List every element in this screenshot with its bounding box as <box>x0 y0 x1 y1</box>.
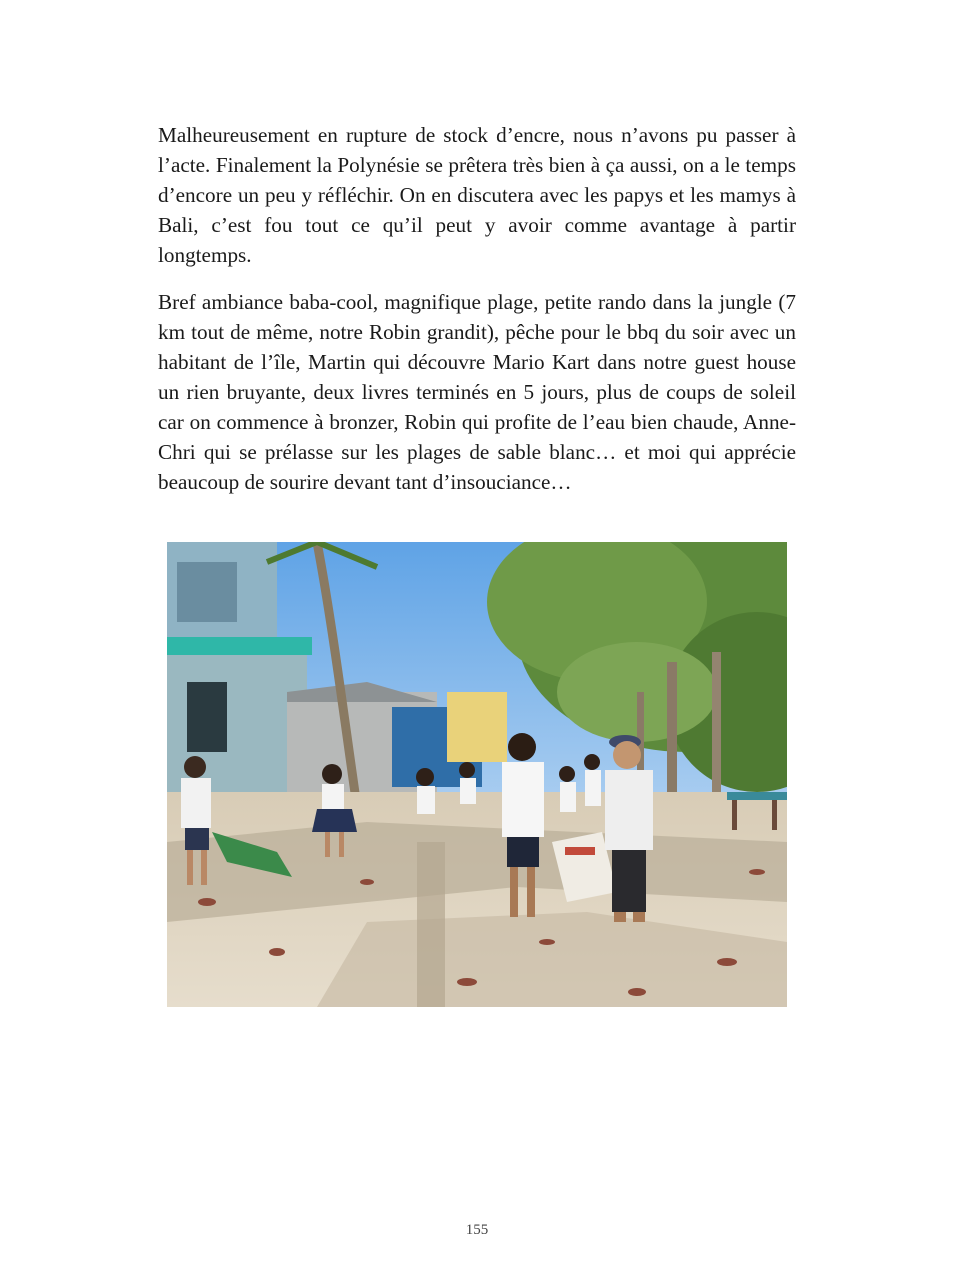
beach-photo <box>167 542 787 1007</box>
paragraph-1: Malheureusement en rupture de stock d’encre, nous n’avons pu passer à l’acte. Finalement la Polynésie se prêtera très bien à ça aussi, on a le temps d’encore un peu y réfléchir. On en discutera avec les papys et les mamys à Bali, c’est fou tout ce qu’il peut y avoir comme avantage à partir longtemps. <box>158 123 796 267</box>
paragraph-2: Bref ambiance baba-cool, magnifique plage, petite rando dans la jungle (7 km tout de même, notre Robin grandit), pêche pour le bbq du soir avec un habitant de l’île, Martin qui découvre Mario Kart dans notre guest house un rien bruyante, deux livres terminés en 5 jours, plus de coups de soleil car on commence à bronzer, Robin qui profite de l’eau bien chaude, Anne-Chri qui se prélasse sur les plages de sable blanc… et moi qui apprécie beaucoup de sourire devant tant d’insouciance… <box>158 290 796 494</box>
page-number: 155 <box>465 1222 489 1238</box>
